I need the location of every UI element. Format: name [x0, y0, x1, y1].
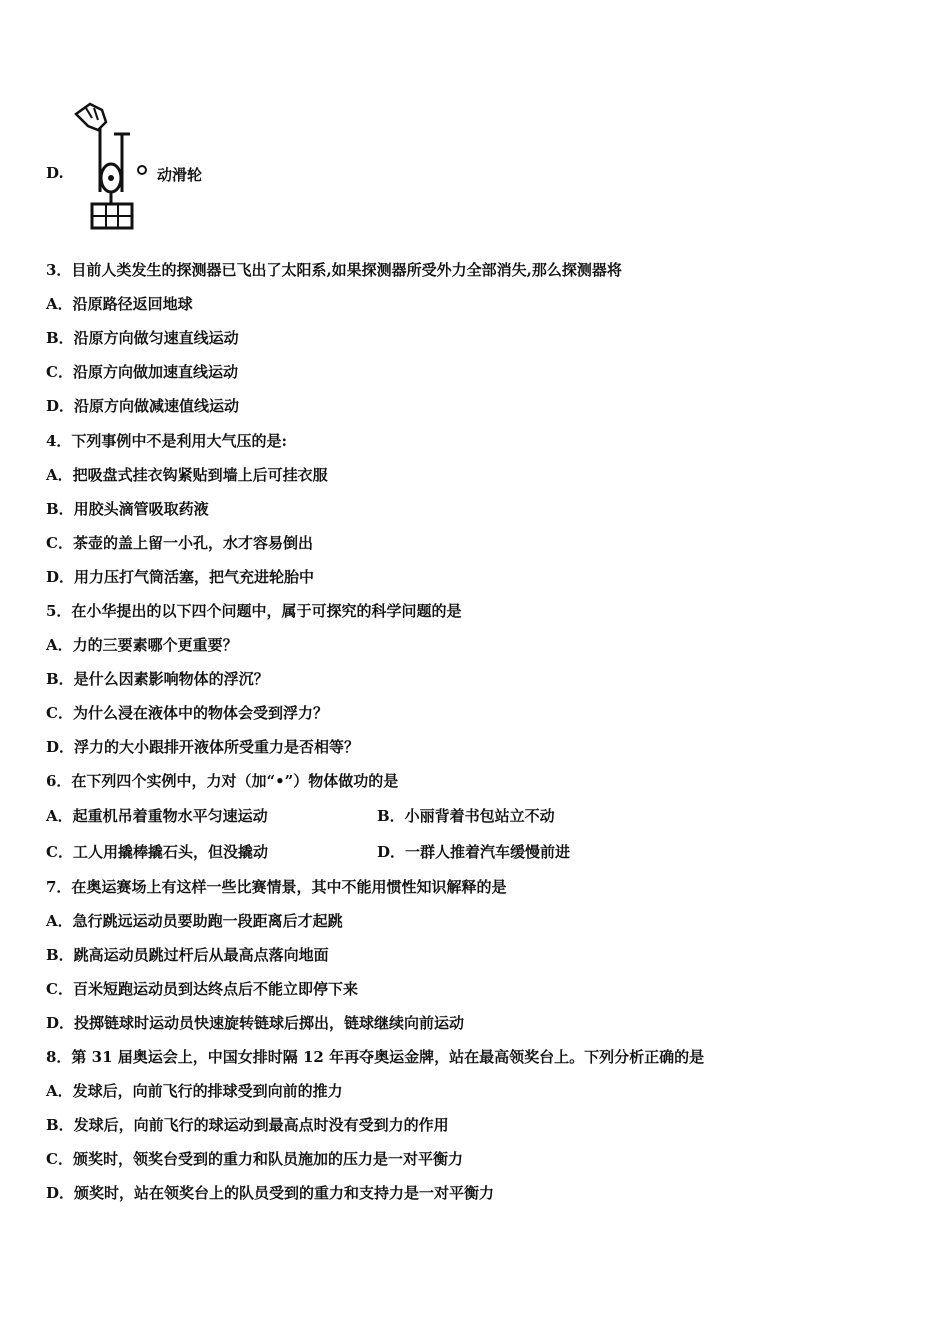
option-c: C．茶壶的盖上留一小孔，水才容易倒出 [46, 534, 313, 552]
option-b: B．是什么因素影响物体的浮沉？ [46, 670, 269, 688]
option-b: B．跳高运动员跳过杆后从最高点落向地面 [46, 946, 329, 964]
option-c: C．颁奖时，领奖台受到的重力和队员施加的压力是一对平衡力 [46, 1150, 463, 1168]
option-d: D．颁奖时，站在领奖台上的队员受到的重力和支持力是一对平衡力 [46, 1184, 495, 1202]
option-d: D．浮力的大小跟排开液体所受重力是否相等？ [46, 738, 360, 756]
option-c: C．沿原方向做加速直线运动 [46, 363, 238, 381]
option-d: D．投掷链球时运动员快速旋转链球后掷出，链球继续向前运动 [46, 1014, 465, 1032]
option-a: A．力的三要素哪个更重要？ [46, 636, 238, 654]
question-stem: 4．下列事例中不是利用大气压的是: [46, 432, 287, 450]
option-d: D．一群人推着汽车缓慢前进 [377, 843, 571, 861]
question-stem: 3．目前人类发生的探测器已飞出了太阳系,如果探测器所受外力全部消失,那么探测器将 [46, 261, 622, 279]
option-b: B．发球后，向前飞行的球运动到最高点时没有受到力的作用 [46, 1116, 449, 1134]
option-c: C．百米短跑运动员到达终点后不能立即停下来 [46, 980, 358, 998]
option-a: A．急行跳远运动员要助跑一段距离后才起跳 [46, 912, 343, 930]
option-a: A．沿原路径返回地球 [46, 295, 193, 313]
question-stem: 5．在小华提出的以下四个问题中，属于可探究的科学问题的是 [46, 602, 462, 620]
option-a: A．把吸盘式挂衣钩紧贴到墙上后可挂衣服 [46, 466, 328, 484]
option-a: A．发球后，向前飞行的排球受到向前的推力 [46, 1082, 343, 1100]
option-b: B．用胶头滴管吸取药液 [46, 500, 209, 518]
question-stem: 7．在奥运赛场上有这样一些比赛情景，其中不能用惯性知识解释的是 [46, 878, 507, 896]
question-stem: 6．在下列四个实例中，力对（加“•”）物体做功的是 [46, 772, 399, 790]
option-b: B．沿原方向做匀速直线运动 [46, 329, 239, 347]
option-d: D．用力压打气筒活塞，把气充进轮胎中 [46, 568, 315, 586]
option-d: D．沿原方向做减速值线运动 [46, 397, 240, 415]
option-c: C．为什么浸在液体中的物体会受到浮力？ [46, 704, 328, 722]
question-stem: 8．第 31 届奥运会上，中国女排时隔 12 年再夺奥运金牌，站在最高领奖台上。下列分析正确的是 [46, 1048, 705, 1066]
option-c: C．工人用撬棒撬石头，但没撬动 [46, 843, 268, 861]
pulley-caption: 动滑轮 [157, 166, 203, 184]
figure-option-label: D. [46, 164, 64, 182]
option-b: B．小丽背着书包站立不动 [377, 807, 555, 825]
option-a: A．起重机吊着重物水平匀速运动 [46, 807, 268, 825]
movable-pulley-icon [72, 100, 156, 232]
